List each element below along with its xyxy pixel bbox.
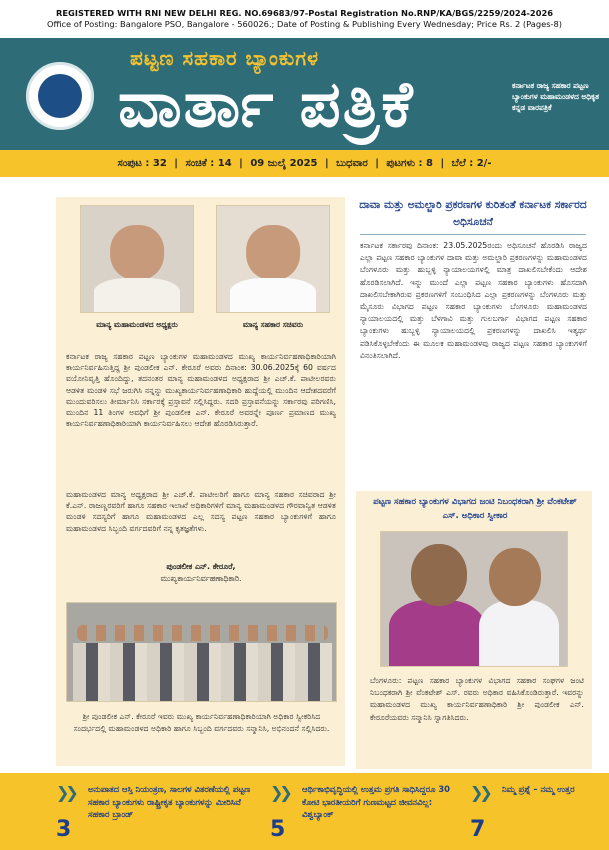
- issue-date: 09 ಜುಲೈ 2025: [250, 158, 318, 169]
- masthead-subtitle: ಪಟ್ಟಣ ಸಹಕಾರ ಬ್ಯಾಂಕುಗಳ: [130, 46, 319, 70]
- group-photo: [66, 602, 337, 702]
- separator: |: [174, 158, 178, 169]
- left-article: [56, 197, 345, 766]
- president-caption: ಮಾನ್ಯ ಮಹಾಮಂಡಳದ ಅಧ್ಯಕ್ಷರು: [96, 320, 178, 329]
- issue-pages: ಪುಟಗಳು : 8: [386, 158, 434, 169]
- article-paragraph-1: ಕರ್ನಾಟಕ ರಾಜ್ಯ ಸಹಕಾರ ಪಟ್ಟಣ ಬ್ಯಾಂಕುಗಳ ಮಹಾಮಂಡಳದ ಮುಖ್ಯ ಕಾರ್ಯನಿರ್ವಹಣಾಧಿಕಾರಿಯಾಗಿ ಕಾರ್ಯನಿರ್ವಹಿಸುತ್ತಿದ್ದ ಶ್ರೀ ಪುಂಡಲೀಕ ಎನ್. ಕೇರೂರೆ ಅವರು ದಿನಾಂಕ: 30.06.2025ಕ್ಕೆ 60 ವರ್ಷದ ವಯೋನಿವೃತ್ತಿ ಹೊಂದಿದ್ದು, ತದನಂತರ ಮಾನ್ಯ ಮಹಾಮಂಡಳದ ಅಧ್ಯಕ್ಷರಾದ ಶ್ರೀ ಎಚ್.ಕೆ. ಪಾಟೀಲರವರು ಆಡಳಿತ ಮಂಡಳಿ ಸಭೆ ಜರುಗಿಸಿ ನನ್ನನ್ನು ಮುಖ್ಯಕಾರ್ಯನಿರ್ವಹಣಾಧಿಕಾರಿ ಹುದ್ದೆಯಲ್ಲಿ ಮುಂದಿನ ಆದೇಶದವರೆಗೆ ಮುಂದುವರಿಸಲು ತೀರ್ಮಾನಿಸಿ ಸರ್ಕಾರಕ್ಕೆ ಪ್ರಸ್ತಾವನೆ ಸಲ್ಲಿಸಿದ್ದರು. ಸದರಿ ಪ್ರಸ್ತಾವನೆಯನ್ನು ಸರ್ಕಾರವು ಪರಿಗಣಿಸಿ, ಮುಂದಿನ 11 ತಿಂಗಳ ಅವಧಿಗೆ ಶ್ರೀ ಪುಂಡಲೀಕ ಎನ್. ಕೇರೂರೆ ಅವರನ್ನೇ ಪೂರ್ಣ ಪ್ರಮಾಣದ ಮುಖ್ಯ ಕಾರ್ಯನಿರ್ವಹಣಾಧಿಕಾರಿಯಾಗಿ ಕಾರ್ಯನಿರ್ವಹಿಸಲು ಆದೇಶ ಹೊರಡಿಸಿರುತ್ತಾರೆ.: [66, 352, 336, 429]
- minister-caption: ಮಾನ್ಯ ಸಹಕಾರ ಸಚಿವರು: [242, 320, 304, 329]
- portrait-face: [246, 225, 300, 280]
- federation-emblem-logo: [26, 62, 94, 130]
- person-face: [489, 548, 541, 606]
- teaser-page-number: 5: [270, 817, 286, 842]
- appointment-caption: ಬೆಂಗಳೂರು: ಪಟ್ಟಣ ಸಹಕಾರ ಬ್ಯಾಂಕುಗಳ ವಿಭಾಗದ ಸಹಕಾರ ಸಂಘಗಳ ಜಂಟಿ ನಿಬಂಧಕರಾಗಿ ಶ್ರೀ ವೆಂಕಟೇಶ್ ಎಸ್. ರವರು ಅಧಿಕಾರ ವಹಿಸಿಕೊಂಡಿರುತ್ತಾರೆ. ಇವರನ್ನು ಮಹಾಮಂಡಳದ ಮುಖ್ಯ ಕಾರ್ಯನಿರ್ವಹಣಾಧಿಕಾರಿ ಶ್ರೀ ಪುಂಡಲೀಕ ಎನ್. ಕೇರೂರೆಯವರು ಸನ್ಮಾನಿಸಿ ಸ್ವಾಗತಿಸಿದರು.: [370, 676, 584, 722]
- notification-body: ಕರ್ನಾಟಕ ಸರ್ಕಾರವು ದಿನಾಂಕ: 23.05.2025ರಂದು ಅಧಿಸೂಚನೆ ಹೊರಡಿಸಿ ರಾಜ್ಯದ ಎಲ್ಲಾ ಪಟ್ಟಣ ಸಹಕಾರ ಬ್ಯಾಂಕುಗಳ ದಾವಾ ಮತ್ತು ಅಮಲ್ಜಾರಿ ಪ್ರಕರಣಗಳನ್ನು ಮಹಾಮಂಡಳದ ಬೆಂಗಳೂರು ಮತ್ತು ಹುಬ್ಬಳ್ಳಿ ನ್ಯಾಯಾಲಯಗಳಲ್ಲಿ ಮಾತ್ರ ದಾಖಲಿಸಬೇಕೆಂದು ಆದೇಶ ಹೊರಡಿಸಲಾಗಿದೆ. ಇನ್ನು ಮುಂದೆ ಎಲ್ಲಾ ಪಟ್ಟಣ ಸಹಕಾರ ಬ್ಯಾಂಕುಗಳು ಹೊಸದಾಗಿ ದಾಖಲಿಸಬೇಕಾಗಿರುವ ಪ್ರಕರಣಗಳಿಗೆ ಸಂಬಂಧಿಸಿದ ಎಲ್ಲಾ ಪ್ರಕರಣಗಳನ್ನು ಬೆಂಗಳೂರು ಮತ್ತು ಮೈಸೂರು ವಿಭಾಗದ ಪಟ್ಟಣ ಸಹಕಾರ ಬ್ಯಾಂಕುಗಳು ಬೆಂಗಳೂರು ಮಹಾಮಂಡಳದ ನ್ಯಾಯಾಲಯದಲ್ಲಿ ಮತ್ತು ಬೆಳಗಾವಿ ಮತ್ತು ಗುಲಬರ್ಗಾ ವಿಭಾಗದ ಪಟ್ಟಣ ಸಹಕಾರ ಬ್ಯಾಂಕುಗಳು ಹುಬ್ಬಳ್ಳಿ ನ್ಯಾಯಾಲಯದಲ್ಲಿ ಪ್ರಕರಣಗಳನ್ನು ದಾಖಲಿಸಿ ಇತ್ಯರ್ಥ ಪಡಿಸಿಕೊಳ್ಳಬೇಕೆಂದು ಈ ಮೂಲಕ ಮಹಾಮಂಡಳವು ರಾಜ್ಯದ ಪಟ್ಟಣ ಸಹಕಾರ ಬ್ಯಾಂಕುಗಳಿಗೆ ವಿನಂತಿಸಲಾಗಿದೆ.: [360, 241, 587, 360]
- portrait-body: [94, 278, 179, 312]
- chevron-double-right-icon: ❯❯: [56, 783, 75, 802]
- teaser-text: ಆರ್ಥಿಕಾಭಿವೃದ್ಧಿಯಲ್ಲಿ ಉತ್ತಮ ಪ್ರಗತಿ ಸಾಧಿಸಿದ್ದರೂ 30 ಕೋಟಿ ಭಾರತೀಯರಿಗೆ ಗುಣಮಟ್ಟದ ಜೀವನವಿಲ್ಲ: ವಿಶ್ವಬ್ಯಾಂಕ್: [302, 784, 451, 819]
- issue-day: ಬುಧವಾರ: [336, 158, 368, 169]
- separator: |: [440, 158, 445, 169]
- headline-divider: [360, 234, 586, 235]
- emblem-text: ಕರ್ನಾಟಕ: [52, 91, 68, 97]
- chevron-double-right-icon: ❯❯: [270, 783, 289, 802]
- article-paragraph-2: ಮಹಾಮಂಡಳದ ಮಾನ್ಯ ಅಧ್ಯಕ್ಷರಾದ ಶ್ರೀ ಎಚ್.ಕೆ. ಪಾಟೀಲರಿಗೆ ಹಾಗೂ ಮಾನ್ಯ ಸಹಕಾರ ಸಚಿವರಾದ ಶ್ರೀ ಕೆ.ಎನ್. ರಾಜಣ್ಣರವರಿಗೆ ಹಾಗೂ ಸಹಕಾರ ಇಲಾಖೆ ಅಧಿಕಾರಿಗಳಿಗೆ ಮಾನ್ಯ ಮಹಾಮಂಡಳದ ಗೌರವಾನ್ವಿತ ಆಡಳಿತ ಮಂಡಳಿ ಸದಸ್ಯರಿಗೆ ಹಾಗೂ ಮಹಾಮಂಡಳದ ಎಲ್ಲ ಸದಸ್ಯ ಪಟ್ಟಣ ಸಹಕಾರ ಬ್ಯಾಂಕುಗಳಿಗೆ ಹಾಗೂ ಮಹಾಮಂಡಳದ ಸಿಬ್ಬಂದಿ ವರ್ಗದವರಿಗೆ ನನ್ನ ಕೃತಜ್ಞತೆಗಳು.: [66, 490, 336, 533]
- portrait-face: [110, 225, 164, 280]
- masthead: [0, 38, 609, 150]
- appointment-box: [356, 491, 592, 769]
- person-shirt: [479, 600, 559, 666]
- footer-teasers: [0, 773, 609, 850]
- minister-photo: [216, 205, 330, 313]
- teaser-text: ಅನುಪಾತದ ಆಸ್ತಿ ನಿಯಂತ್ರಣ, ಸಾಲಗಳ ವಿತರಣೆಯಲ್ಲಿ ಪಟ್ಟಣ ಸಹಕಾರ ಬ್ಯಾಂಕುಗಳು ರಾಷ್ಟ್ರೀಕೃತ ಬ್ಯಾಂಕುಗಳನ್ನು ಮೀರಿಸಿವೆ ಸಹಕಾರ ಬ್ರಾಂಡ್: [88, 784, 251, 819]
- group-photo-caption: ಶ್ರೀ ಪುಂಡಲೀಕ ಎನ್. ಕೇರೂರೆ ಇವರು ಮುಖ್ಯ ಕಾರ್ಯನಿರ್ವಹಣಾಧಿಕಾರಿಯಾಗಿ ಅಧಿಕಾರ ಸ್ವೀಕರಿಸಿದ ಸಂದರ್ಭದಲ್ಲಿ ಮಹಾಮಂಡಳದ ಅಧಿಕಾರಿ ಹಾಗೂ ಸಿಬ್ಬಂದಿ ವರ್ಗದವರು ಸನ್ಮಾನಿಸಿ, ಅಭಿನಂದನೆ ಸಲ್ಲಿಸಿದರು.: [73, 712, 330, 733]
- registration-line-1: REGISTERED WITH RNI NEW DELHI REG. NO.69683/97-Postal Registration No.RNP/KA/BGS/2259/2024-2026: [55, 8, 554, 18]
- masthead-tagline: ಕರ್ನಾಟಕ ರಾಜ್ಯ ಸಹಕಾರ ಪಟ್ಟಣ ಬ್ಯಾಂಕುಗಳ ಮಹಾಮಂಡಳದ ಅಧಿಕೃತ ಕನ್ನಡ ವಾರಪತ್ರಿಕೆ: [512, 81, 600, 112]
- felicitation-photo: [380, 531, 568, 667]
- separator: |: [239, 158, 243, 169]
- signature-name: ಪುಂಡಲೀಕ ಎನ್. ಕೇರೂರೆ,: [166, 562, 236, 571]
- person-face: [411, 544, 467, 606]
- issue-price: ಬೆಲೆ : 2/-: [451, 158, 492, 169]
- portrait-body: [230, 278, 315, 312]
- president-photo: [80, 205, 194, 313]
- teaser-page-number: 7: [470, 817, 486, 842]
- issue-number: ಸಂಚಿಕೆ : 14: [185, 158, 232, 169]
- masthead-title: ವಾರ್ತಾ ಪತ್ರಿಕೆ: [118, 67, 415, 142]
- group-heads: [77, 625, 328, 641]
- chevron-double-right-icon: ❯❯: [470, 783, 489, 802]
- registration-line-2: Office of Posting: Bangalore PSO, Bangalore - 560026.; Date of Posting & Publishing Every Wednesday; Price Rs. 2 (Pages-8): [46, 18, 563, 29]
- separator: |: [375, 158, 379, 169]
- issue-volume: ಸಂಪುಟ : 32: [117, 158, 167, 169]
- registration-header: [0, 8, 609, 29]
- notification-headline: ದಾವಾ ಮತ್ತು ಅಮಲ್ಜಾರಿ ಪ್ರಕರಣಗಳ ಕುರಿತಂತೆ ಕರ್ನಾಟಕ ಸರ್ಕಾರದ ಅಧಿಸೂಚನೆ: [359, 199, 587, 228]
- person-robe: [389, 600, 485, 666]
- teaser-text: ನಿಮ್ಮ ಪ್ರಶ್ನೆ – ನಮ್ಮ ಉತ್ತರ: [502, 784, 575, 794]
- issue-info-bar: [0, 150, 609, 177]
- teaser-page-number: 3: [56, 817, 72, 842]
- group-people: [73, 643, 332, 701]
- appointment-title: ಪಟ್ಟಣ ಸಹಕಾರ ಬ್ಯಾಂಕುಗಳ ವಿಭಾಗದ ಜಂಟಿ ನಿಬಂಧಕರಾಗಿ ಶ್ರೀ ವೆಂಕಟೇಶ್ ಎಸ್. ಅಧಿಕಾರ ಸ್ವೀಕಾರ: [373, 497, 577, 521]
- signature-title: ಮುಖ್ಯಕಾರ್ಯನಿರ್ವಹಣಾಧಿಕಾರಿ.: [160, 574, 242, 583]
- separator: |: [324, 158, 329, 169]
